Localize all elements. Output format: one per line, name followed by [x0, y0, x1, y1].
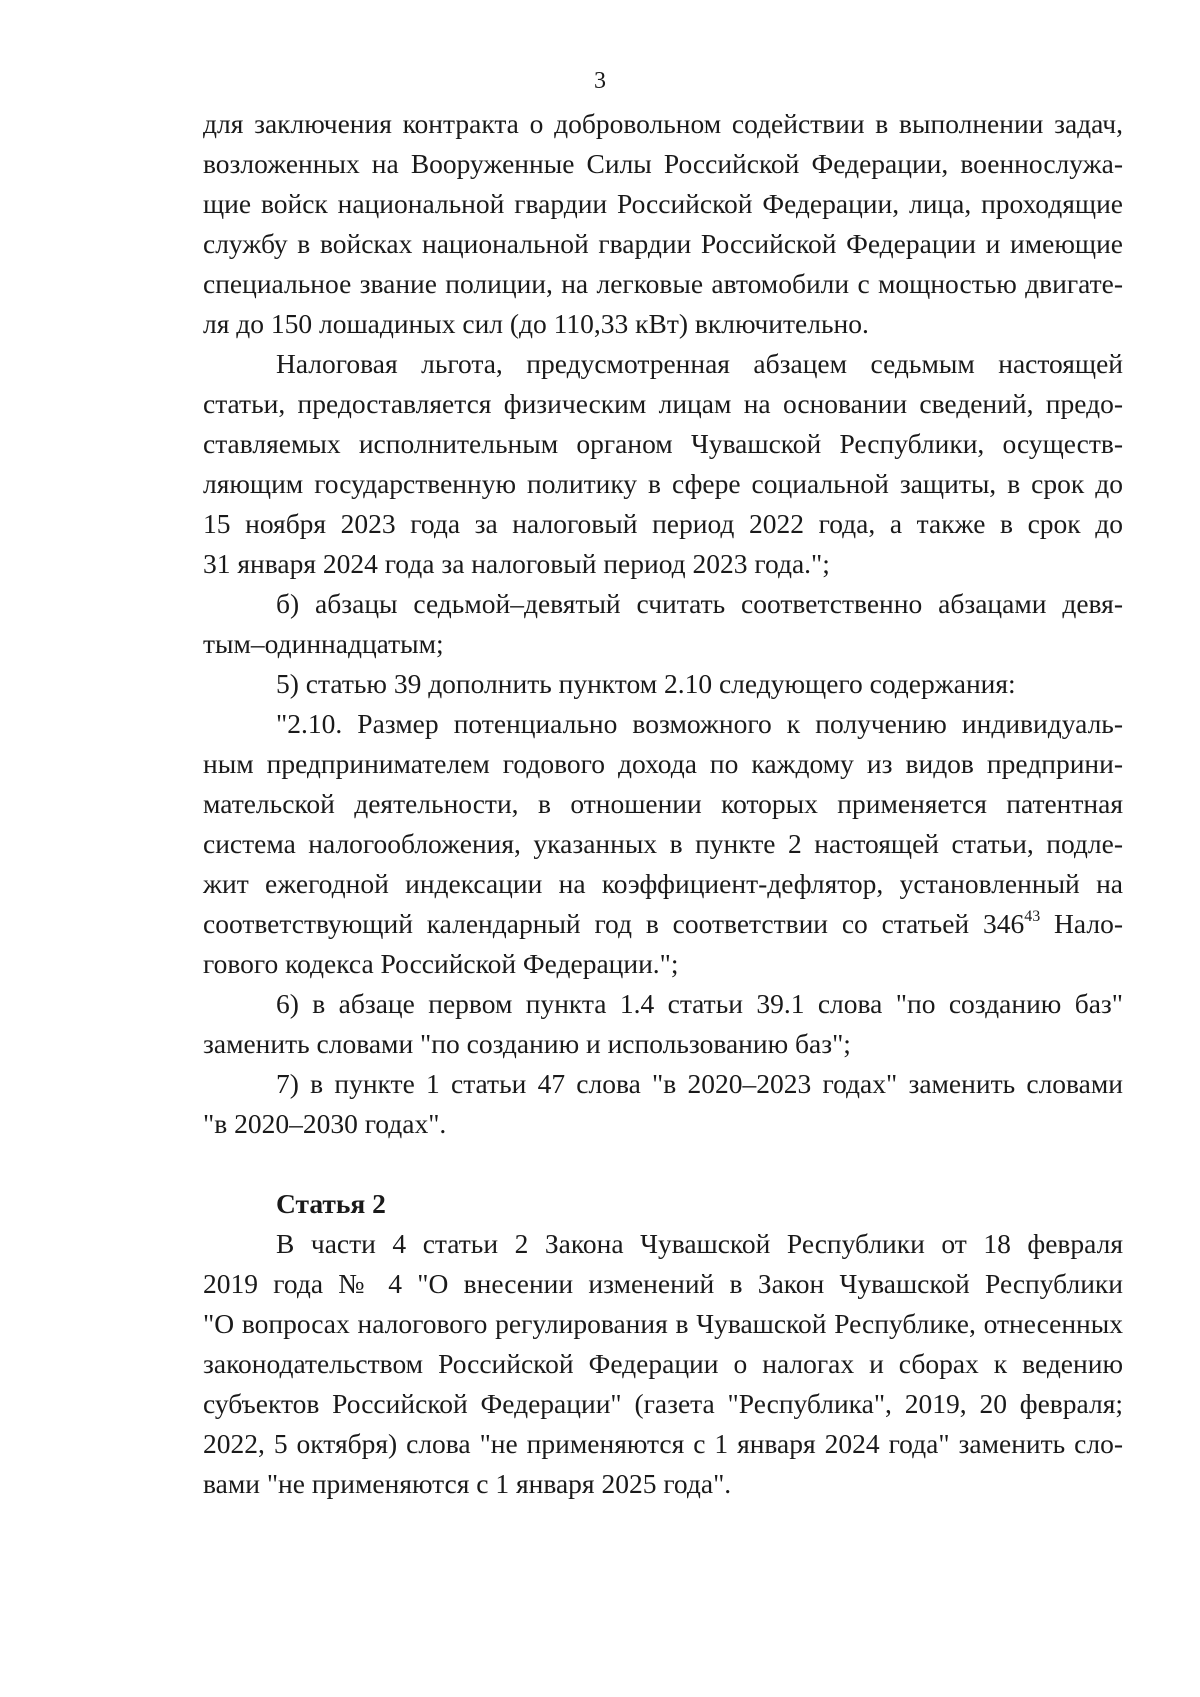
text-line: б) абзацы седьмой–девятый считать соответственно абзацами девя- — [276, 588, 1123, 619]
text-line: 5) статью 39 дополнить пунктом 2.10 следующего содержания: — [276, 668, 1016, 699]
text-line: система налогообложения, указанных в пункте 2 настоящей статьи, подле- — [203, 828, 1123, 859]
text-line: 2019 года № 4 "О внесении изменений в Закон Чувашской Республики — [203, 1268, 1123, 1299]
text-segment: соответствующий календарный год в соответствии со статьей 346 — [203, 908, 1025, 939]
text-line: ля до 150 лошадиных сил (до 110,33 кВт) включительно. — [203, 308, 869, 339]
text-line: Налоговая льгота, предусмотренная абзацем седьмым настоящей — [276, 348, 1123, 379]
text-line: ставляемых исполнительным органом Чувашской Республики, осуществ- — [203, 428, 1123, 459]
text-line: 31 января 2024 года за налоговый период 2023 года."; — [203, 548, 830, 579]
text-line: ляющим государственную политику в сфере социальной защиты, в срок до — [203, 468, 1123, 499]
page-number: 3 — [594, 68, 606, 94]
article-heading: Статья 2 — [276, 1188, 386, 1219]
superscript: 43 — [1024, 908, 1041, 925]
text-line: 6) в абзаце первом пункта 1.4 статьи 39.1 слова "по созданию баз" — [276, 988, 1123, 1019]
text-line: щие войск национальной гвардии Российской Федерации, лица, проходящие — [203, 188, 1123, 219]
text-segment: Нало- — [1040, 908, 1123, 939]
text-line: 2022, 5 октября) слова "не применяются с 1 января 2024 года" заменить сло- — [203, 1428, 1123, 1459]
text-line: 7) в пункте 1 статьи 47 слова "в 2020–2023 годах" заменить словами — [276, 1068, 1123, 1099]
text-line: мательской деятельности, в отношении которых применяется патентная — [203, 788, 1123, 819]
text-line-with-superscript — [203, 906, 1123, 942]
text-line: "О вопросах налогового регулирования в Чувашской Республике, отнесенных — [203, 1308, 1123, 1339]
text-line: специальное звание полиции, на легковые автомобили с мощностью двигате- — [203, 268, 1123, 299]
text-line: службу в войсках национальной гвардии Российской Федерации и имеющие — [203, 228, 1123, 259]
text-line: В части 4 статьи 2 Закона Чувашской Республики от 18 февраля — [276, 1228, 1123, 1259]
text-line: для заключения контракта о добровольном содействии в выполнении задач, — [203, 108, 1123, 139]
text-line: тым–одиннадцатым; — [203, 628, 444, 659]
text-line: гового кодекса Российской Федерации."; — [203, 948, 679, 979]
text-line: "в 2020–2030 годах". — [203, 1108, 447, 1139]
text-line: субъектов Российской Федерации" (газета "Республика", 2019, 20 февраля; — [203, 1388, 1123, 1419]
text-line: статьи, предоставляется физическим лицам на основании сведений, предо- — [203, 388, 1123, 419]
text-line: вами "не применяются с 1 января 2025 года". — [203, 1468, 732, 1499]
text-line: 15 ноября 2023 года за налоговый период 2022 года, а также в срок до — [203, 508, 1123, 539]
text-line: законодательством Российской Федерации о налогах и сборах к ведению — [203, 1348, 1123, 1379]
text-line: "2.10. Размер потенциально возможного к получению индивидуаль- — [276, 708, 1123, 739]
text-line: ным предпринимателем годового дохода по каждому из видов предприни- — [203, 748, 1123, 779]
text-line: жит ежегодной индексации на коэффициент-дефлятор, установленный на — [203, 868, 1123, 899]
text-line: заменить словами "по созданию и использованию баз"; — [203, 1028, 851, 1059]
text-line: возложенных на Вооруженные Силы Российской Федерации, военнослужа- — [203, 148, 1123, 179]
